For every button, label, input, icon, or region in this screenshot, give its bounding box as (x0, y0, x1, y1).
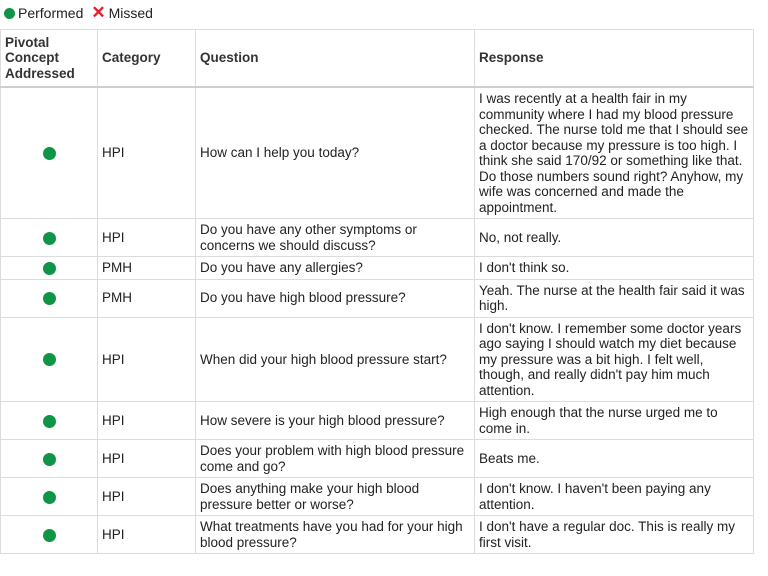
table-header-row (1, 30, 754, 88)
category-cell: HPI (98, 402, 196, 440)
status-cell (1, 317, 98, 402)
status-cell (1, 257, 98, 280)
table-row (1, 87, 754, 219)
category-cell: PMH (98, 257, 196, 280)
status-cell (1, 440, 98, 478)
performed-dot-icon (43, 232, 56, 245)
status-cell (1, 87, 98, 219)
legend-performed-label: Performed (18, 5, 84, 21)
response-cell: I don't know. I remember some doctor years ago saying I should watch my diet because my pressure was a bit high. I felt well, though, and really didn't pay him much attention. (475, 317, 754, 402)
table-row (1, 219, 754, 257)
performed-dot-icon (43, 262, 56, 275)
question-cell: What treatments have you had for your high blood pressure? (196, 516, 475, 554)
legend-performed (4, 5, 83, 21)
question-cell: Does anything make your high blood pressure better or worse? (196, 478, 475, 516)
header-pivotal-concept: Pivotal Concept Addressed (1, 30, 98, 88)
table-row (1, 478, 754, 516)
status-cell (1, 219, 98, 257)
green-dot-icon (4, 8, 15, 19)
response-cell: No, not really. (475, 219, 754, 257)
red-x-icon: ✕ (91, 3, 106, 22)
header-response: Response (475, 30, 754, 88)
checklist-table-container (0, 29, 753, 554)
legend-missed-label: Missed (108, 5, 153, 21)
question-cell: Do you have any allergies? (196, 257, 475, 280)
performed-dot-icon (43, 529, 56, 542)
table-row (1, 317, 754, 402)
question-cell: How severe is your high blood pressure? (196, 402, 475, 440)
status-cell (1, 478, 98, 516)
question-cell: How can I help you today? (196, 87, 475, 219)
category-cell: HPI (98, 440, 196, 478)
performed-dot-icon (43, 147, 56, 160)
table-row (1, 279, 754, 317)
response-cell: I don't know. I haven't been paying any attention. (475, 478, 754, 516)
category-cell: PMH (98, 279, 196, 317)
performed-dot-icon (43, 292, 56, 305)
category-cell: HPI (98, 219, 196, 257)
question-cell: When did your high blood pressure start? (196, 317, 475, 402)
performed-dot-icon (43, 353, 56, 366)
category-cell: HPI (98, 317, 196, 402)
table-row (1, 402, 754, 440)
legend-missed (91, 5, 153, 21)
response-cell: Yeah. The nurse at the health fair said it was high. (475, 279, 754, 317)
question-cell: Does your problem with high blood pressure come and go? (196, 440, 475, 478)
category-cell: HPI (98, 516, 196, 554)
response-cell: Beats me. (475, 440, 754, 478)
performed-dot-icon (43, 491, 56, 504)
category-cell: HPI (98, 87, 196, 219)
header-question: Question (196, 30, 475, 88)
table-row (1, 257, 754, 280)
response-cell: I don't think so. (475, 257, 754, 280)
response-cell: I was recently at a health fair in my community where I had my blood pressure checked. The nurse told me that I should see a doctor because my pressure is too high. I think she said 170/92 or something like that. Do those numbers sound right? Anyhow, my wife was concerned and made the appointment. (475, 87, 754, 219)
status-cell (1, 279, 98, 317)
legend (4, 4, 161, 22)
category-cell: HPI (98, 478, 196, 516)
question-cell: Do you have any other symptoms or concerns we should discuss? (196, 219, 475, 257)
response-cell: I don't have a regular doc. This is really my first visit. (475, 516, 754, 554)
performed-dot-icon (43, 453, 56, 466)
table-row (1, 440, 754, 478)
header-category: Category (98, 30, 196, 88)
checklist-table (0, 29, 754, 554)
status-cell (1, 402, 98, 440)
response-cell: High enough that the nurse urged me to come in. (475, 402, 754, 440)
status-cell (1, 516, 98, 554)
performed-dot-icon (43, 415, 56, 428)
table-row (1, 516, 754, 554)
question-cell: Do you have high blood pressure? (196, 279, 475, 317)
